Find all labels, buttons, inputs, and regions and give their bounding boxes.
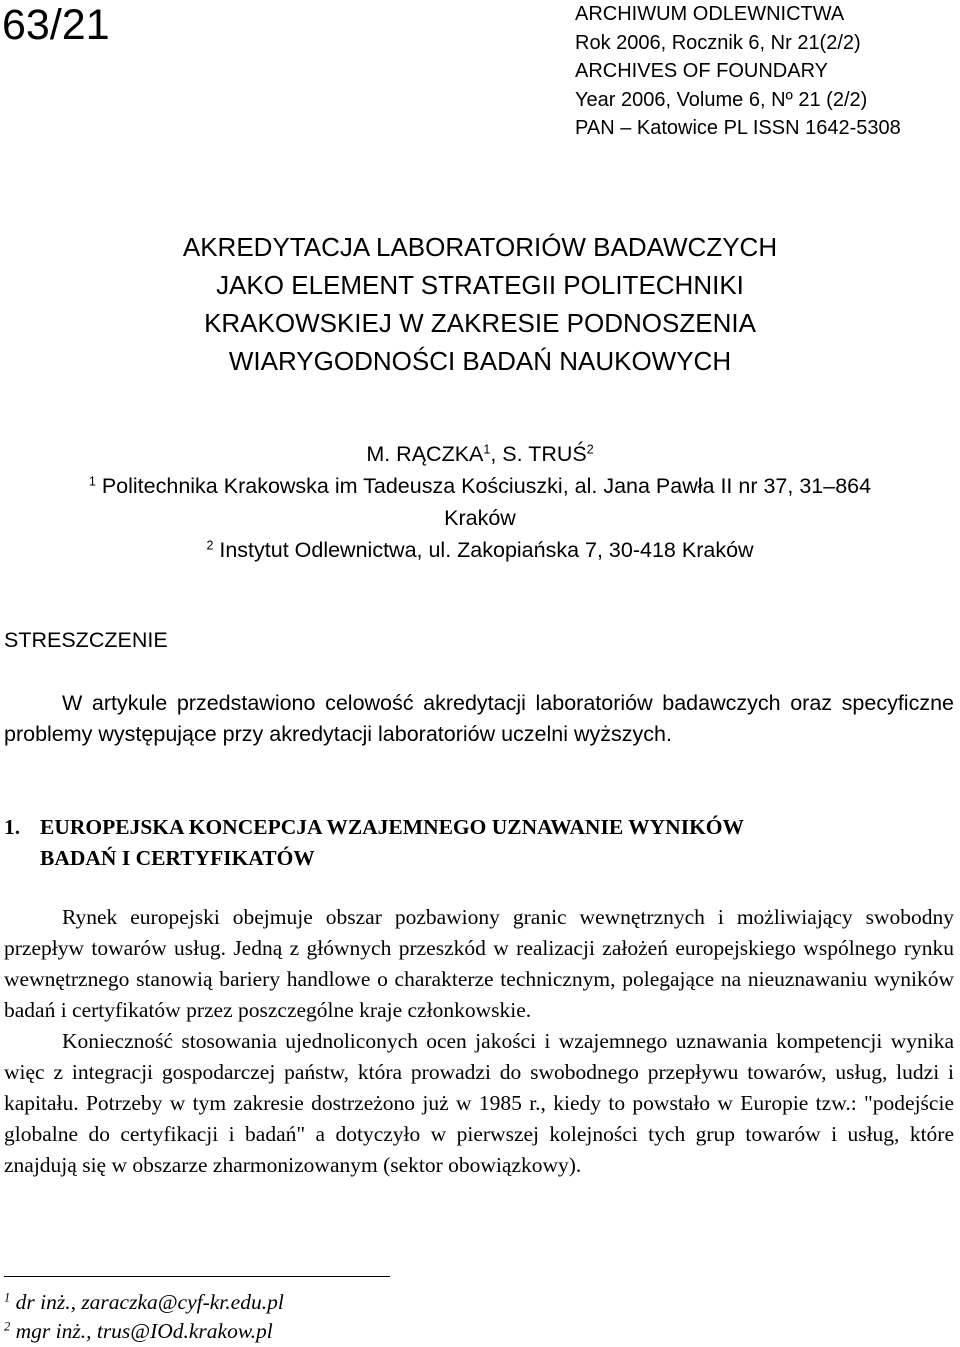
affiliation-text: Instytut Odlewnictwa, ul. Zakopiańska 7, 30-418 Kraków bbox=[213, 538, 754, 562]
affiliation-mark: 1 bbox=[88, 474, 96, 489]
footnote-mark: 2 bbox=[4, 1319, 11, 1334]
journal-header bbox=[575, 0, 901, 143]
header-line: ARCHIWUM ODLEWNICTWA bbox=[575, 3, 845, 25]
title-line: KRAKOWSKIEJ W ZAKRESIE PODNOSZENIA bbox=[204, 308, 756, 338]
title-line: JAKO ELEMENT STRATEGII POLITECHNIKI bbox=[216, 270, 744, 300]
author-separator: , bbox=[490, 442, 503, 466]
header-line: PAN – Katowice PL ISSN 1642-5308 bbox=[575, 117, 901, 139]
author-line bbox=[0, 438, 960, 470]
section-number: 1. bbox=[4, 815, 21, 839]
footnote bbox=[4, 1317, 284, 1346]
author-affil-mark: 2 bbox=[586, 442, 594, 457]
author-affil-mark: 1 bbox=[483, 442, 491, 457]
title-line: AKREDYTACJA LABORATORIÓW BADAWCZYCH bbox=[182, 232, 778, 262]
paper-title bbox=[0, 228, 960, 380]
affiliation-mark: 2 bbox=[206, 538, 214, 553]
section-heading bbox=[4, 812, 744, 874]
footnote-text: dr inż., zaraczka@cyf-kr.edu.pl bbox=[10, 1290, 284, 1314]
affiliation-line bbox=[0, 502, 960, 534]
page-number: 63/21 bbox=[2, 1, 110, 49]
affiliation-text: Kraków bbox=[444, 506, 516, 530]
title-line: WIARYGODNOŚCI BADAŃ NAUKOWYCH bbox=[228, 346, 732, 376]
affiliation-line bbox=[0, 470, 960, 502]
header-line: ARCHIVES OF FOUNDARY bbox=[575, 60, 828, 82]
footnote-mark: 1 bbox=[4, 1290, 11, 1305]
body-paragraph: Konieczność stosowania ujednoliconych ocen jakości i wzajemnego uznawania kompetencji wynika więc z integracji gospodarczej państw, która prowadzi do swobodnego przepływu towarów, usług, ludzi i kapitału. Potrzeby w tym zakresie dostrzeżono już w 1985 r., kiedy to powstało w Europie tzw.: "podejście globalne do certyfikacji i badań" a dotyczyło w pierwszej kolejności tych grup towarów i usług, które znajdują się w obszarze zharmonizowanym (sektor obowiązkowy). bbox=[4, 1029, 954, 1177]
author-name: S. TRUŚ bbox=[502, 442, 587, 466]
abstract-heading: STRESZCZENIE bbox=[4, 628, 168, 652]
section-heading-line bbox=[4, 812, 744, 843]
footnote-separator bbox=[4, 1276, 390, 1277]
body-paragraph: Rynek europejski obejmuje obszar pozbawiony granic wewnętrznych i możliwiający swobodny przepływ towarów usług. Jedną z głównych przeszkód w realizacji założeń europejskiego wspólnego rynku wewnętrznego stanowią bariery handlowe o charakterze technicznym, polegające na nieuznawaniu wyników badań i certyfikatów przez poszczególne kraje członkowskie. bbox=[4, 905, 954, 1022]
abstract-text: W artykule przedstawiono celowość akredytacji laboratoriów badawczych oraz specyficzne problemy występujące przy akredytacji laboratoriów uczelni wyższych. bbox=[4, 691, 954, 746]
header-line: Year 2006, Volume 6, Nº 21 (2/2) bbox=[575, 88, 868, 111]
author-name: M. RĄCZKA bbox=[366, 442, 484, 466]
footnotes bbox=[4, 1288, 284, 1346]
section-title-continued: BADAŃ I CERTYFIKATÓW bbox=[40, 846, 315, 870]
header-line: Rok 2006, Rocznik 6, Nr 21(2/2) bbox=[575, 31, 861, 54]
section-body bbox=[4, 902, 954, 1181]
footnote bbox=[4, 1288, 284, 1317]
affiliation-text: Politechnika Krakowska im Tadeusza Kościuszki, al. Jana Pawła II nr 37, 31–864 bbox=[95, 474, 872, 498]
section-title: EUROPEJSKA KONCEPCJA WZAJEMNEGO UZNAWANIE WYNIKÓW bbox=[40, 815, 745, 839]
author-block bbox=[0, 438, 960, 566]
footnote-text: mgr inż., trus@IOd.krakow.pl bbox=[10, 1319, 273, 1343]
affiliation-line bbox=[0, 534, 960, 566]
